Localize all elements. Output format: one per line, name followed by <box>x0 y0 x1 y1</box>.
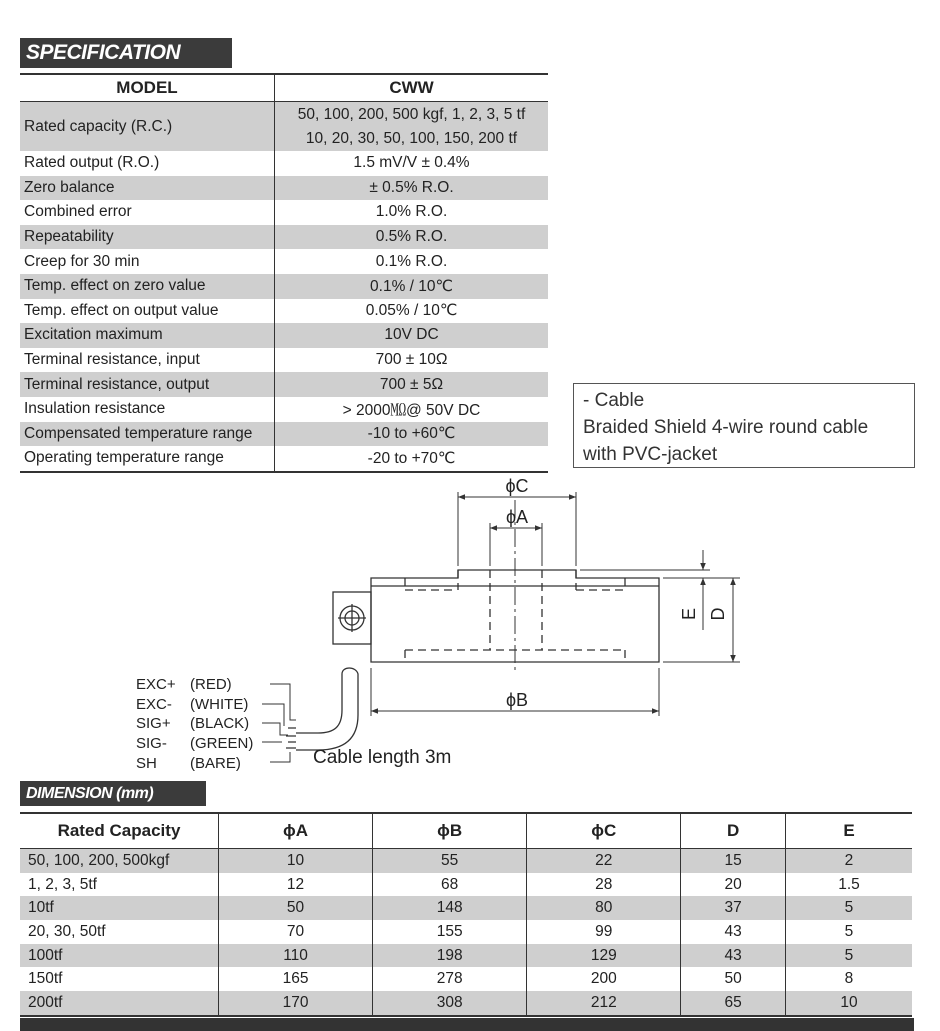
spec-label: Terminal resistance, output <box>20 372 275 397</box>
table-cell: 43 <box>681 944 786 968</box>
table-cell: 155 <box>373 920 527 944</box>
table-cell: 129 <box>527 944 681 968</box>
spec-row <box>20 348 548 373</box>
spec-label: Temp. effect on zero value <box>20 274 275 299</box>
table-row <box>20 944 912 968</box>
label-d: D <box>708 607 728 621</box>
spec-value: -10 to +60℃ <box>275 422 549 447</box>
col-phi-c: ϕC <box>527 813 681 849</box>
spec-label: Excitation maximum <box>20 323 275 348</box>
label-e: E <box>679 607 699 621</box>
spec-value: ± 0.5% R.O. <box>275 176 549 201</box>
spec-header-row <box>20 74 548 102</box>
spec-label: Temp. effect on output value <box>20 299 275 324</box>
dimension-c <box>458 492 576 566</box>
spec-value: 0.1% R.O. <box>375 252 448 270</box>
table-cell: 50, 100, 200, 500kgf <box>20 849 219 873</box>
cable-icon <box>286 668 358 750</box>
spec-label: Terminal resistance, input <box>20 348 275 373</box>
table-cell: 22 <box>527 849 681 873</box>
wire-color: (WHITE) <box>190 696 249 713</box>
spec-label: Insulation resistance <box>20 397 275 422</box>
spec-row <box>20 151 548 176</box>
table-cell: 200 <box>527 967 681 991</box>
table-row <box>20 967 912 991</box>
model-column-header: MODEL <box>20 74 275 102</box>
dimension-header: DIMENSION (mm) <box>20 781 206 806</box>
col-phi-b: ϕB <box>373 813 527 849</box>
wire-color: (RED) <box>190 676 232 693</box>
table-cell: 28 <box>527 873 681 897</box>
cable-description: Braided Shield 4-wire round cable <box>583 417 869 438</box>
table-cell: 100tf <box>20 944 219 968</box>
spec-label: Rated output (R.O.) <box>20 151 275 176</box>
table-cell: 99 <box>527 920 681 944</box>
col-rated-capacity: Rated Capacity <box>20 813 219 849</box>
table-cell: 1, 2, 3, 5tf <box>28 875 97 893</box>
table-cell: 5 <box>785 896 912 920</box>
table-cell: 148 <box>373 896 527 920</box>
table-cell: 50 <box>219 896 373 920</box>
table-row <box>20 991 912 1016</box>
spec-row <box>20 397 548 422</box>
cable-length-label: Cable length 3m <box>313 747 452 768</box>
spec-value: 0.1% / 10℃ <box>275 274 549 299</box>
label-phi-c: ϕC <box>505 476 529 496</box>
wire-leaders <box>262 684 296 762</box>
table-cell: 20 <box>681 873 786 897</box>
spec-value: 700 ± 10Ω <box>375 351 448 369</box>
wire-name: EXC+ <box>136 676 176 693</box>
table-cell: 5 <box>785 920 912 944</box>
col-d: D <box>681 813 786 849</box>
dimension-a <box>490 523 542 566</box>
table-cell: 10tf <box>20 896 219 920</box>
table-cell: 8 <box>785 967 912 991</box>
dimension-table <box>20 812 912 1017</box>
table-cell: 50 <box>681 967 786 991</box>
spec-value: > 2000㏁@ 50V DC <box>342 402 481 420</box>
table-cell: 70 <box>219 920 373 944</box>
table-row <box>20 920 912 944</box>
spec-row <box>20 249 548 274</box>
table-cell: 308 <box>373 991 527 1016</box>
table-cell: 12 <box>219 873 373 897</box>
spec-row <box>20 323 548 348</box>
spec-value <box>275 102 549 152</box>
table-cell: 165 <box>219 967 373 991</box>
spec-label: Creep for 30 min <box>20 249 275 274</box>
spec-row <box>20 372 548 397</box>
table-cell: 20, 30, 50tf <box>28 922 106 940</box>
table-cell: 80 <box>527 896 681 920</box>
spec-value: -20 to +70℃ <box>275 446 549 472</box>
table-cell: 110 <box>219 944 373 968</box>
cable-description-cont: with PVC-jacket <box>583 444 718 465</box>
dimension-header-row <box>20 813 912 849</box>
wire-color: (GREEN) <box>190 735 254 752</box>
table-cell: 15 <box>681 849 786 873</box>
col-e: E <box>785 813 912 849</box>
spec-label: Rated capacity (R.C.) <box>20 102 275 152</box>
label-phi-b: ϕB <box>505 690 529 710</box>
spec-label: Zero balance <box>20 176 275 201</box>
spec-row <box>20 422 548 447</box>
footer-bar <box>20 1018 914 1031</box>
spec-value: 1.0% R.O. <box>375 203 448 221</box>
wire-name: SH <box>136 755 157 772</box>
spec-row <box>20 274 548 299</box>
spec-value-line: 10, 20, 30, 50, 100, 150, 200 tf <box>305 129 518 147</box>
table-cell: 170 <box>219 991 373 1016</box>
label-phi-a: ϕA <box>505 507 529 527</box>
cable-info-box <box>573 383 915 468</box>
spec-label: Combined error <box>20 200 275 225</box>
table-cell: 37 <box>681 896 786 920</box>
spec-value: 700 ± 5Ω <box>275 372 549 397</box>
spec-value: 0.05% / 10℃ <box>365 302 458 320</box>
load-cell-drawing <box>0 470 940 780</box>
table-cell: 198 <box>373 944 527 968</box>
spec-label: Compensated temperature range <box>20 422 275 447</box>
spec-value: 1.5 mV/V ± 0.4% <box>353 154 470 172</box>
table-cell: 55 <box>373 849 527 873</box>
table-cell: 212 <box>527 991 681 1016</box>
wire-name: SIG+ <box>136 715 171 732</box>
table-cell: 278 <box>373 967 527 991</box>
table-cell: 10 <box>219 849 373 873</box>
spec-value: 10V DC <box>275 323 549 348</box>
specification-table <box>20 73 548 473</box>
cable-gland-icon <box>333 592 371 644</box>
table-cell: 200tf <box>20 991 219 1016</box>
cable-title: - Cable <box>583 390 645 411</box>
spec-row <box>20 200 548 225</box>
dimension-d <box>663 578 740 662</box>
spec-value-line: 50, 100, 200, 500 kgf, 1, 2, 3, 5 tf <box>297 105 526 123</box>
wire-name: EXC- <box>136 696 172 713</box>
table-row <box>20 896 912 920</box>
spec-row <box>20 446 548 472</box>
table-cell: 65 <box>681 991 786 1016</box>
table-row <box>20 849 912 873</box>
col-phi-a: ϕA <box>219 813 373 849</box>
table-cell: 5 <box>785 944 912 968</box>
table-cell: 2 <box>785 849 912 873</box>
spec-label: Operating temperature range <box>20 446 275 472</box>
wire-color: (BLACK) <box>190 715 250 732</box>
table-cell: 68 <box>373 873 527 897</box>
spec-row <box>20 299 548 324</box>
spec-row <box>20 225 548 250</box>
table-cell: 1.5 <box>785 873 912 897</box>
cww-column-header: CWW <box>275 74 549 102</box>
spec-row <box>20 102 548 152</box>
spec-label: Repeatability <box>20 225 275 250</box>
table-row <box>20 873 912 897</box>
wire-name: SIG- <box>136 735 167 752</box>
table-cell: 43 <box>681 920 786 944</box>
table-cell: 150tf <box>28 970 63 988</box>
spec-row <box>20 176 548 201</box>
specification-header: SPECIFICATION <box>20 38 232 68</box>
spec-value: 0.5% R.O. <box>275 225 549 250</box>
wire-color: (BARE) <box>190 755 241 772</box>
table-cell: 10 <box>785 991 912 1016</box>
